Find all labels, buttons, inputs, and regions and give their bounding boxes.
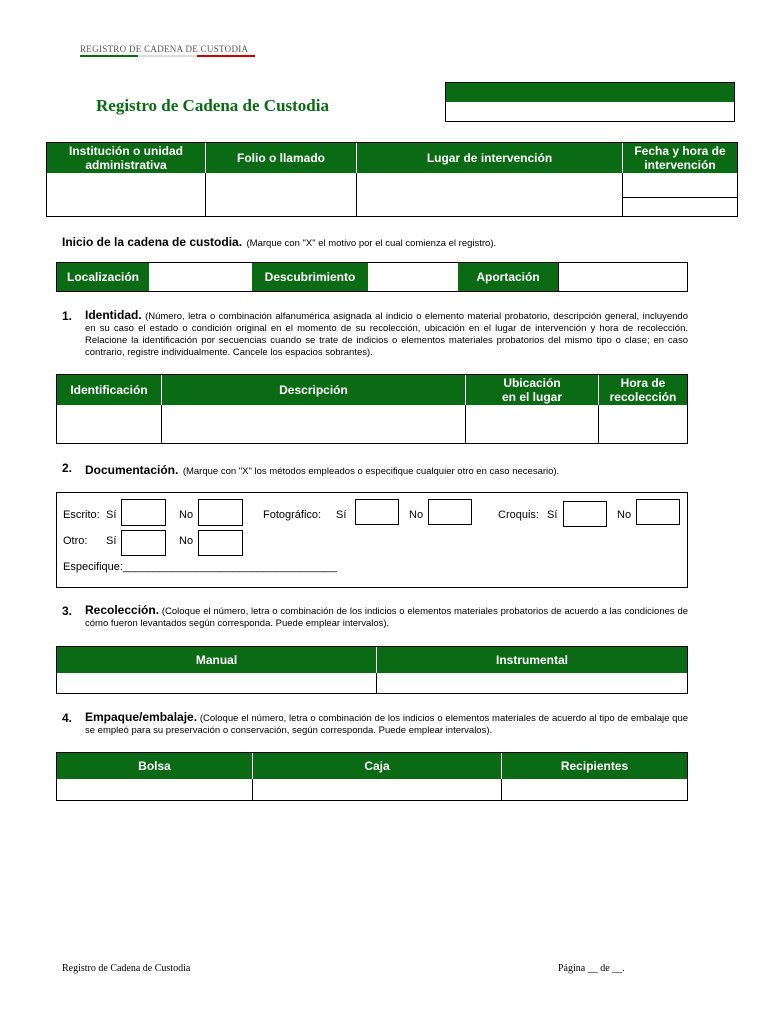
croquis-si-checkbox[interactable] [563,501,607,527]
fotografico-no-label: No [409,509,424,521]
croquis-no-checkbox[interactable] [636,499,680,525]
section4-text-block [85,711,688,737]
divider [356,173,357,216]
escrito-no-checkbox[interactable] [198,499,243,526]
section4-number: 4. [62,711,73,725]
page-title: Registro de Cadena de Custodia [96,96,329,115]
logo-stripe [80,55,255,57]
option-localizacion: Localización [57,263,149,291]
header-institucion: Institución o unidad administrativa [47,143,205,173]
header-instrumental: Instrumental [377,647,687,673]
footer-left: Registro de Cadena de Custodia [62,963,191,974]
section3-text: (Coloque el número, letra o combinación de los indicios o elementos materiales probatorios de acuerdo a las condiciones de cómo fueron levantados según corresponda. Puede emplear intervalos). [85,606,689,629]
divider [598,405,599,443]
section1-number: 1. [62,309,73,323]
croquis-no-label: No [617,509,632,521]
fotografico-label: Fotográfico: [263,509,322,521]
section3-text-block [85,604,688,630]
divider [501,779,502,800]
header-descripcion: Descripción [162,375,465,405]
fotografico-si-label: Sí [336,509,347,521]
folio-box [445,82,735,122]
inicio-options [56,262,688,292]
otro-si-label: Sí [106,535,117,547]
folio-box-header [446,83,734,102]
otro-no-checkbox[interactable] [198,530,243,556]
option-descubrimiento: Descubrimiento [252,263,368,291]
embalaje-table [56,752,688,801]
escrito-si-checkbox[interactable] [121,499,166,526]
section3-title: Recolección. [85,603,160,617]
divider [161,405,162,443]
documentacion-box [56,492,688,588]
header-folio: Folio o llamado [206,143,356,173]
header-fecha: Fecha y hora de intervención [623,143,737,173]
divider [622,173,623,216]
header-hora: Hora de recolección [599,375,687,405]
section2-number: 2. [62,461,73,475]
intervention-table [46,142,738,217]
option-aportacion: Aportación [458,263,558,291]
header-recipientes: Recipientes [502,753,687,779]
logo [80,44,255,57]
section4-text: (Coloque el número, letra o combinación de los indicios o elementos materiales de acuerdo al tipo de embalaje que se empleó para su preservación o conservación, según corresponda. Puede emplear intervalos). [85,713,689,736]
footer-page: Página __ de __. [558,963,625,974]
otro-no-label: No [179,535,194,547]
header-manual: Manual [57,647,376,673]
header-identificacion: Identificación [57,375,161,405]
recoleccion-table [56,646,688,694]
section3-number: 3. [62,604,73,618]
option-aportacion-box[interactable] [558,263,687,291]
header-lugar: Lugar de intervención [357,143,622,173]
cell-institucion[interactable] [205,173,206,216]
escrito-label: Escrito: [63,509,100,521]
option-descubrimiento-box[interactable] [368,263,458,291]
header-caja: Caja [253,753,501,779]
divider [622,197,738,198]
divider [252,779,253,800]
section1-text: (Número, letra o combinación alfanumérica asignada al indicio o elemento material probatorio, descripción general, incluyendo en su caso el estado o condición original en el momento de su recolección, ubicación en el lugar de intervención y hora de recolección. Relacione la identificación por secuencias cuando se trate de indicios o elementos materiales probatorios del mismo tipo o clase; en caso contrario, registre individualmente. Cancele los espacios sobrantes). [85,311,689,358]
otro-label: Otro: [63,535,88,547]
escrito-no-label: No [179,509,194,521]
escrito-si-label: Sí [106,509,117,521]
section4-title: Empaque/embalaje. [85,710,198,724]
croquis-si-label: Sí [547,509,558,521]
divider [465,405,466,443]
divider [376,673,377,693]
especifique-field[interactable]: Especifique:___________________________________ [63,561,338,573]
otro-si-checkbox[interactable] [121,530,166,556]
logo-text: REGISTRO DE CADENA DE CUSTODIA [80,44,249,54]
header-bolsa: Bolsa [57,753,252,779]
section2-text: (Marque con "X" los métodos empleados o especifique cualquier otro en caso necesario). [182,466,560,477]
section2-text-block [85,461,559,479]
section2-title: Documentación. [85,463,179,477]
inicio-line [62,233,496,251]
option-localizacion-box[interactable] [149,263,252,291]
inicio-instruction: (Marque con "X" el motivo por el cual comienza el registro). [246,238,497,249]
inicio-title: Inicio de la cadena de custodia. [62,235,243,249]
folio-box-field[interactable] [446,102,734,121]
identidad-table [56,374,688,444]
header-ubicacion: Ubicación en el lugar [466,375,598,405]
fotografico-si-checkbox[interactable] [355,499,399,525]
section1-title: Identidad. [85,308,142,322]
croquis-label: Croquis: [498,509,539,521]
fotografico-no-checkbox[interactable] [428,499,472,525]
section1-text-block [85,309,688,359]
